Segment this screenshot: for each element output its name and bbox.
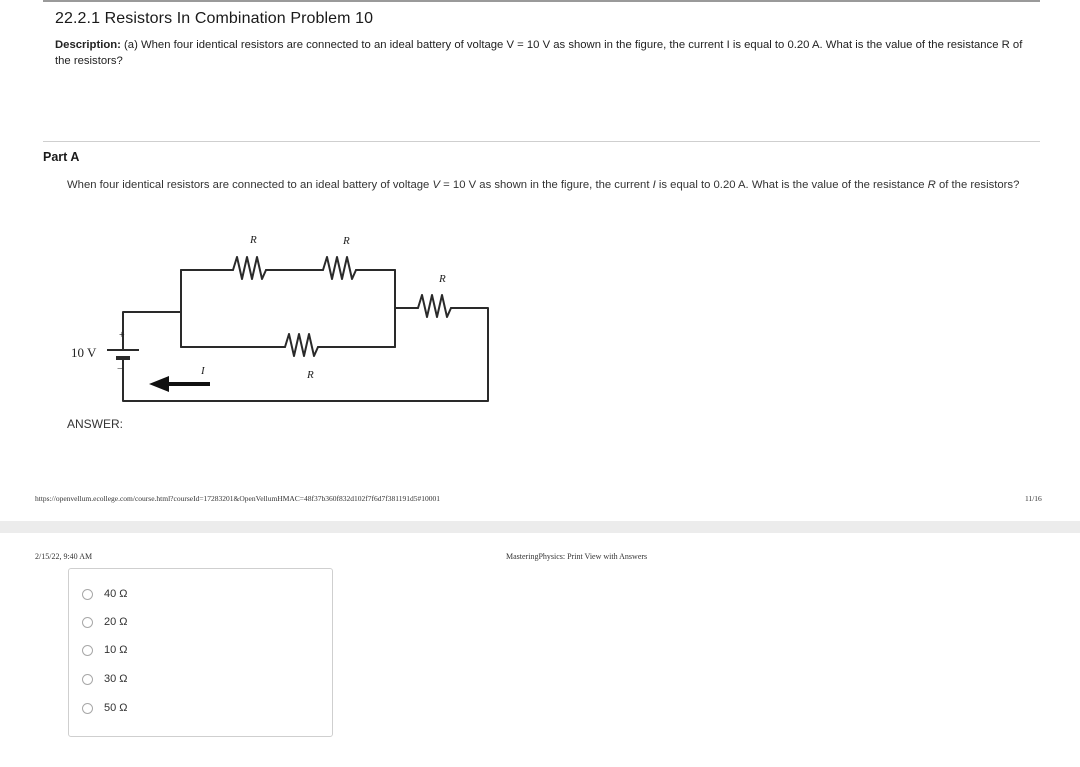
question-seg-1: When four identical resistors are connected to an ideal battery of voltage — [67, 179, 433, 191]
radio-button[interactable] — [82, 645, 93, 656]
choice-label: 20 Ω — [104, 616, 128, 628]
problem-title: 22.2.1 Resistors In Combination Problem 10 — [55, 10, 374, 27]
resistor-top-2 — [323, 257, 356, 279]
resistor-series — [418, 295, 451, 317]
choice-label: 10 Ω — [104, 644, 128, 656]
resistor-bottom — [285, 334, 318, 356]
question-var-r: R — [927, 179, 936, 191]
answer-label: ANSWER: — [67, 417, 124, 431]
description-label: Description: — [55, 39, 121, 51]
battery-plus-sign: + — [119, 330, 125, 341]
choice-item[interactable] — [82, 700, 128, 716]
current-label: I — [201, 365, 205, 377]
choice-label: 40 Ω — [104, 588, 128, 600]
description-text: (a) When four identical resistors are connected to an ideal battery of voltage V = 10 V as shown in the figure, the current I is equal to 0.20 A. What is the value of the resistance R of the resistors? — [55, 39, 1023, 67]
circuit-diagram — [60, 222, 500, 407]
resistor-label-bottom: R — [307, 369, 314, 381]
question-seg-4: of the resistors? — [935, 179, 1020, 191]
page-break — [0, 521, 1080, 533]
question-text — [67, 177, 1042, 193]
radio-button[interactable] — [82, 703, 93, 714]
question-seg-3: is equal to 0.20 A. What is the value of the resistance — [655, 179, 928, 191]
section-divider — [43, 141, 1040, 142]
resistor-top-1 — [233, 257, 266, 279]
choice-label: 50 Ω — [104, 702, 128, 714]
print-header-title: MasteringPhysics: Print View with Answers — [506, 552, 648, 561]
current-arrow-head — [149, 376, 169, 392]
choice-item[interactable] — [82, 671, 128, 687]
footer-url: https://openvellum.ecollege.com/course.html?courseId=17283201&OpenVellumHMAC=48f37b360f832d102f7f6d7f381191d5#10001 — [35, 494, 440, 503]
radio-button[interactable] — [82, 674, 93, 685]
battery-voltage-label: 10 V — [71, 345, 97, 360]
choice-item[interactable] — [82, 642, 128, 658]
battery-minus-sign: − — [117, 364, 123, 375]
current-arrow-shaft — [167, 382, 210, 386]
radio-button[interactable] — [82, 617, 93, 628]
top-rule — [43, 0, 1040, 2]
question-var-i: I — [652, 179, 656, 191]
resistor-label-top-1: R — [250, 234, 257, 246]
resistor-label-series: R — [439, 273, 446, 285]
print-date: 2/15/22, 9:40 AM — [35, 552, 93, 561]
choice-label: 30 Ω — [104, 673, 128, 685]
footer-page-number: 11/16 — [1025, 494, 1042, 503]
wire-left-top — [123, 312, 181, 336]
question-seg-2: = 10 V as shown in the figure, the current — [440, 179, 653, 191]
problem-description — [55, 37, 1035, 69]
question-var-v: V — [432, 179, 441, 191]
wire-right — [123, 308, 488, 401]
radio-button[interactable] — [82, 589, 93, 600]
resistor-label-top-2: R — [343, 235, 350, 247]
part-label: Part A — [43, 150, 80, 164]
choice-item[interactable] — [82, 586, 128, 602]
choice-item[interactable] — [82, 614, 128, 630]
